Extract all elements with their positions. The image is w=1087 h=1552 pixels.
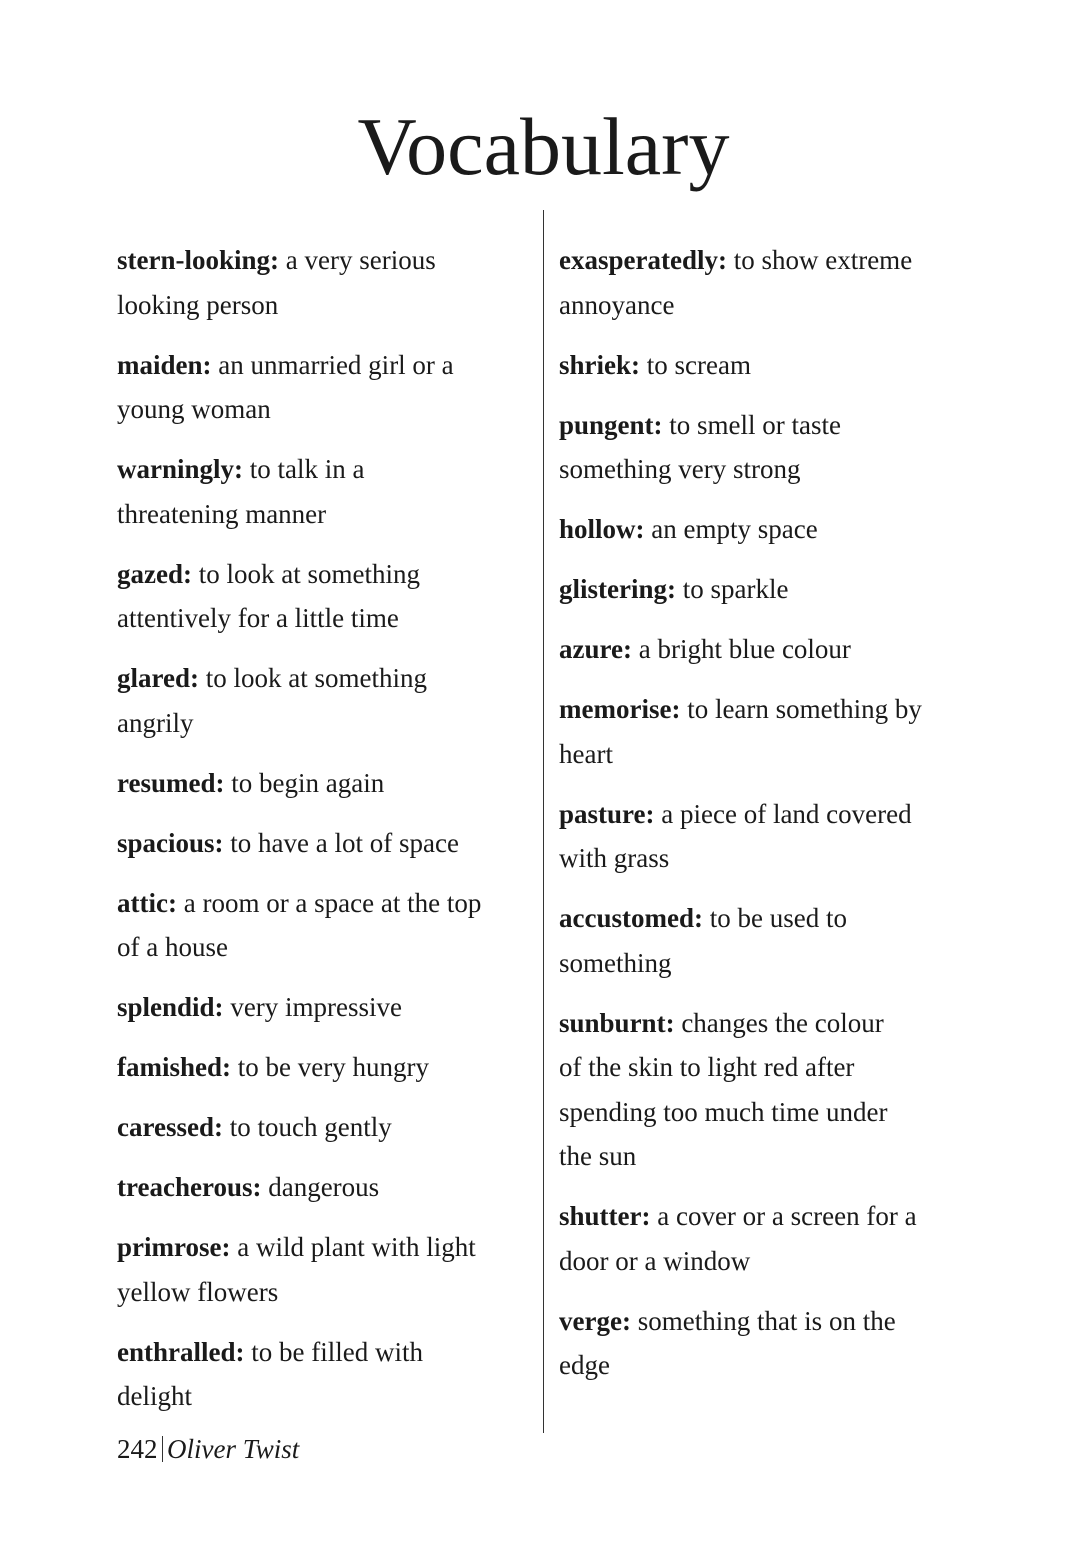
vocab-definition: a cover or a screen for a door or a window <box>559 1201 917 1276</box>
vocab-entry <box>559 627 979 672</box>
vocab-term: shriek: <box>559 349 640 380</box>
book-title: Oliver Twist <box>167 1434 300 1464</box>
vocab-definition: to have a lot of space <box>230 827 459 858</box>
vocab-definition: to be used to something <box>559 903 847 978</box>
vocab-definition: a wild plant with light yellow flowers <box>117 1232 476 1307</box>
vocab-entry <box>117 552 537 641</box>
vocab-term: famished: <box>117 1052 231 1082</box>
vocab-definition: to talk in a threatening manner <box>117 454 365 529</box>
vocab-entry <box>117 1330 537 1419</box>
vocab-entry <box>117 1165 537 1210</box>
vocab-entry <box>559 687 979 776</box>
vocab-term: gazed: <box>117 558 192 589</box>
vocab-term: pasture: <box>559 798 655 829</box>
vocab-term: pungent: <box>559 409 663 440</box>
vocab-term: resumed: <box>117 767 225 798</box>
vocab-definition: something that is on the edge <box>559 1305 896 1380</box>
vocab-term: enthralled: <box>117 1336 245 1367</box>
vocab-term: verge: <box>559 1305 631 1336</box>
vocab-term: treacherous: <box>117 1172 262 1202</box>
vocab-definition: to look at something angrily <box>117 663 427 738</box>
vocab-definition: a very serious looking person <box>117 245 436 320</box>
vocab-entry <box>559 403 979 492</box>
vocab-definition: to smell or taste something very strong <box>559 409 841 484</box>
vocab-term: glistering: <box>559 574 676 604</box>
vocab-entry <box>559 567 979 612</box>
vocab-definition: to show extreme annoyance <box>559 245 913 320</box>
vocab-definition: to sparkle <box>682 574 789 604</box>
page-number: 242 <box>117 1434 158 1464</box>
page-footer <box>117 1434 299 1465</box>
vocab-term: accustomed: <box>559 903 703 933</box>
vocab-term: azure: <box>559 634 632 664</box>
vocab-entry <box>559 1001 979 1179</box>
vocab-entry <box>117 985 537 1030</box>
vocab-term: stern-looking: <box>117 245 279 275</box>
vocab-definition: an unmarried girl or a young woman <box>117 349 454 424</box>
vocab-definition: a room or a space at the top of a house <box>117 887 482 962</box>
vocab-term: sunburnt: <box>559 1007 675 1038</box>
vocab-entry <box>117 447 537 536</box>
vocab-entry <box>117 1225 537 1314</box>
vocab-definition: a bright blue colour <box>638 634 851 664</box>
vocab-column-left <box>117 238 537 1434</box>
vocab-definition: a piece of land covered with grass <box>559 798 912 873</box>
vocab-definition: to look at something attentively for a little time <box>117 558 420 633</box>
vocab-definition: an empty space <box>651 514 818 544</box>
vocab-term: caressed: <box>117 1112 223 1142</box>
vocab-definition: to learn something by heart <box>559 694 922 769</box>
vocab-column-right <box>559 238 979 1403</box>
vocab-definition: to be very hungry <box>237 1052 429 1082</box>
vocab-entry <box>117 1045 537 1090</box>
vocab-definition: changes the colour of the skin to light red after spending too much time under the sun <box>559 1007 888 1171</box>
vocab-entry <box>117 821 537 866</box>
vocab-entry <box>117 881 537 970</box>
vocab-entry <box>559 1299 979 1388</box>
vocab-entry <box>117 1105 537 1150</box>
vocab-definition: very impressive <box>230 992 403 1022</box>
vocab-term: memorise: <box>559 694 681 724</box>
vocab-term: spacious: <box>117 827 224 858</box>
vocab-term: shutter: <box>559 1201 651 1231</box>
vocab-entry <box>559 343 979 388</box>
vocab-entry <box>559 238 979 327</box>
vocab-entry <box>117 343 537 432</box>
vocab-term: glared: <box>117 663 199 693</box>
vocab-entry <box>117 656 537 745</box>
vocab-entry <box>117 238 537 327</box>
vocab-term: warningly: <box>117 454 244 484</box>
vocab-entry <box>559 896 979 985</box>
vocab-term: splendid: <box>117 992 224 1022</box>
page-title: Vocabulary <box>357 101 730 192</box>
vocab-definition: to scream <box>646 349 751 380</box>
vocab-definition: to touch gently <box>229 1112 392 1142</box>
vocab-term: exasperatedly: <box>559 245 727 275</box>
vocab-term: hollow: <box>559 514 645 544</box>
vocab-entry <box>117 761 537 806</box>
vocab-term: attic: <box>117 887 177 918</box>
vocab-entry <box>559 507 979 552</box>
footer-separator <box>162 1436 164 1462</box>
vocab-entry <box>559 1194 979 1283</box>
vocab-definition: to begin again <box>231 767 385 798</box>
vocab-entry <box>559 792 979 881</box>
column-divider <box>543 210 544 1433</box>
vocab-term: primrose: <box>117 1232 231 1262</box>
vocab-definition: dangerous <box>268 1172 380 1202</box>
vocab-definition: to be filled with delight <box>117 1336 423 1411</box>
vocab-term: maiden: <box>117 349 212 380</box>
